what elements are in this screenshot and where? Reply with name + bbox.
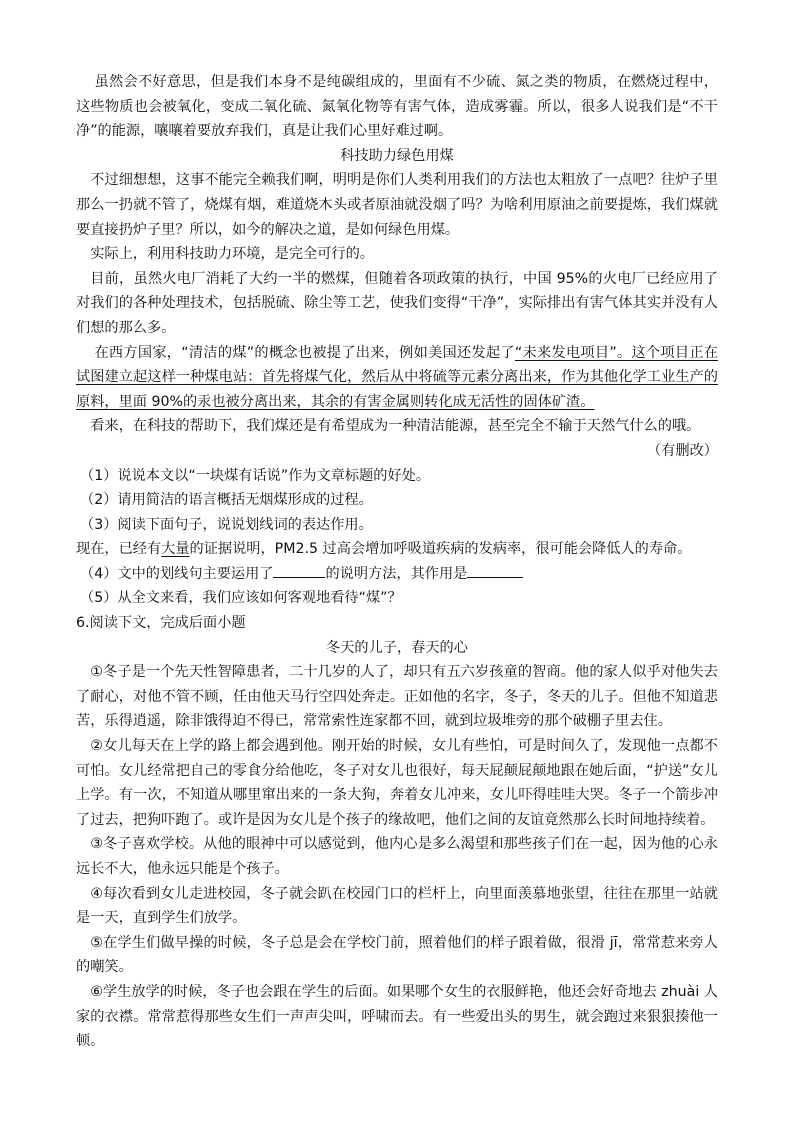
article-paragraph: 目前，虽然火电厂消耗了大约一半的燃煤，但随着各项政策的执行，中国 95%的火电厂已经应用了对我们的各种处理技术，包括脱硫、除尘等工艺，使我们变得“干净”，实际排出有害气体其实并没有人们想的那么多。 — [76, 270, 718, 336]
answer-blank[interactable] — [467, 563, 523, 578]
question-3: （3）阅读下面句子，说说划线词的表达作用。 — [80, 516, 373, 533]
answer-blank[interactable] — [273, 563, 325, 578]
question-4 — [76, 562, 718, 587]
underlined-sentence: “未来发电项目”。这个项目正在试图建立起这样一种煤电站：首先将煤气化，然后从中将硫等元素分离出来，作为其他化学工业生产的原料，里面 90%的汞也被分离出来，其余的有害金属则转化成无活性的固体矿渣。 — [76, 344, 719, 410]
sentence-text: 现在，已经有 — [76, 541, 162, 558]
article-paragraph: 不过细想想，这事不能完全赖我们啊，明明是你们人类利用我们的方法也太粗放了一点吧？往炉子里那么一扔就不管了，烧煤有烟，难道烧木头或者原油就没烟了吗？为啥利用原油之前要提炼，我们煤就要直接扔炉子里？所以，如今的解决之道，是如何绿色用煤。 — [76, 172, 718, 238]
article-paragraph-intro: 虽然会不好意思，但是我们本身不是纯碳组成的，里面有不少硫、氮之类的物质，在燃烧过程中，这些物质也会被氧化，变成二氧化硫、氮氧化物等有害气体，造成雾霾。所以，很多人说我们是“不干净”的能源，嚷嚷着要放弃我们，真是让我们心里好难过啊。 — [76, 74, 718, 140]
document-page — [76, 70, 718, 1054]
article-subtitle: 科技助力绿色用煤 — [340, 147, 454, 164]
story-paragraph: ⑤在学生们做早操的时候，冬子总是会在学校门前，照着他们的样子跟着做，很滑 jī，常常惹来旁人的嘲笑。 — [76, 934, 718, 976]
question-2: （2）请用简洁的语言概括无烟煤形成的过程。 — [80, 492, 373, 509]
question-1: （1）说说本文以“一块煤有话说”作为文章标题的好处。 — [80, 467, 431, 484]
underlined-word: 大量 — [161, 541, 190, 558]
question-5: （5）从全文来看，我们应该如何客观地看待“煤”？ — [80, 590, 402, 607]
article-paragraph: 实际上，利用科技助力环境，是完全可行的。 — [90, 246, 374, 263]
section-heading: 6.阅读下文，完成后面小题 — [76, 615, 246, 632]
question-3-sentence — [76, 537, 718, 562]
story-paragraph: ④每次看到女儿走进校园，冬子就会趴在校园门口的栏杆上，向里面羡慕地张望，往往在那里一站就是一天，直到学生们放学。 — [76, 885, 718, 927]
article-paragraph: 看来，在科技的帮助下，我们煤还是有希望成为一种清洁能源，甚至完全不输于天然气什么的哦。 — [90, 418, 701, 435]
story-paragraph: ⑥学生放学的时候，冬子也会跟在学生的后面。如果哪个女生的衣服鲜艳，他还会好奇地去 zhuài 人家的衣襟。常常惹得那些女生们一声声尖叫，呼啸而去。有一些爱出头的男生，就会跑过来狠狠揍他一顿。 — [76, 983, 718, 1050]
question-text: （4）文中的划线句主要运用了 — [80, 565, 274, 582]
question-text: 的说明方法，其作用是 — [325, 565, 468, 582]
source-note: （有删改） — [647, 442, 718, 459]
paragraph-plain-text: 在西方国家，“清洁的煤”的概念也被提了出来，例如美国还发起了 — [94, 344, 515, 361]
story-paragraph: ②女儿每天在上学的路上都会遇到他。刚开始的时候，女儿有些怕，可是时间久了，发现他一点都不可怕。女儿经常把自己的零食分给他吃，冬子对女儿也很好，每天屁颠屁颠地跟在她后面，“护送”女儿上学。有一次，不知道从哪里窜出来的一条大狗，奔着女儿冲来，女儿吓得哇哇大哭。冬子一个箭步冲了过去，把狗吓跑了。或许是因为女儿是个孩子的缘故吧，他们之间的友谊竟然那么长时间地持续着。 — [76, 738, 718, 828]
story-title: 冬天的儿子，春天的心 — [326, 639, 468, 656]
sentence-text: 的证据说明，PM2.5 过高会增加呼吸道疾病的发病率，很可能会降低人的寿命。 — [189, 541, 692, 558]
article-paragraph-underlined — [76, 341, 718, 415]
story-paragraph: ③冬子喜欢学校。从他的眼神中可以感觉到，他内心是多么渴望和那些孩子们在一起，因为他的心永远长不大，他永远只能是个孩子。 — [76, 836, 718, 877]
story-paragraph: ①冬子是一个先天性智障患者，二十几岁的人了，却只有五六岁孩童的智商。他的家人似乎对他失去了耐心，对他不管不顾，任由他天马行空四处奔走。正如他的名字，冬子，冬天的儿子。但他不知道悲苦，乐得逍遥，除非饿得迫不得已，常常索性连家都不回，就到垃圾堆旁的那个破棚子里去住。 — [76, 664, 718, 730]
